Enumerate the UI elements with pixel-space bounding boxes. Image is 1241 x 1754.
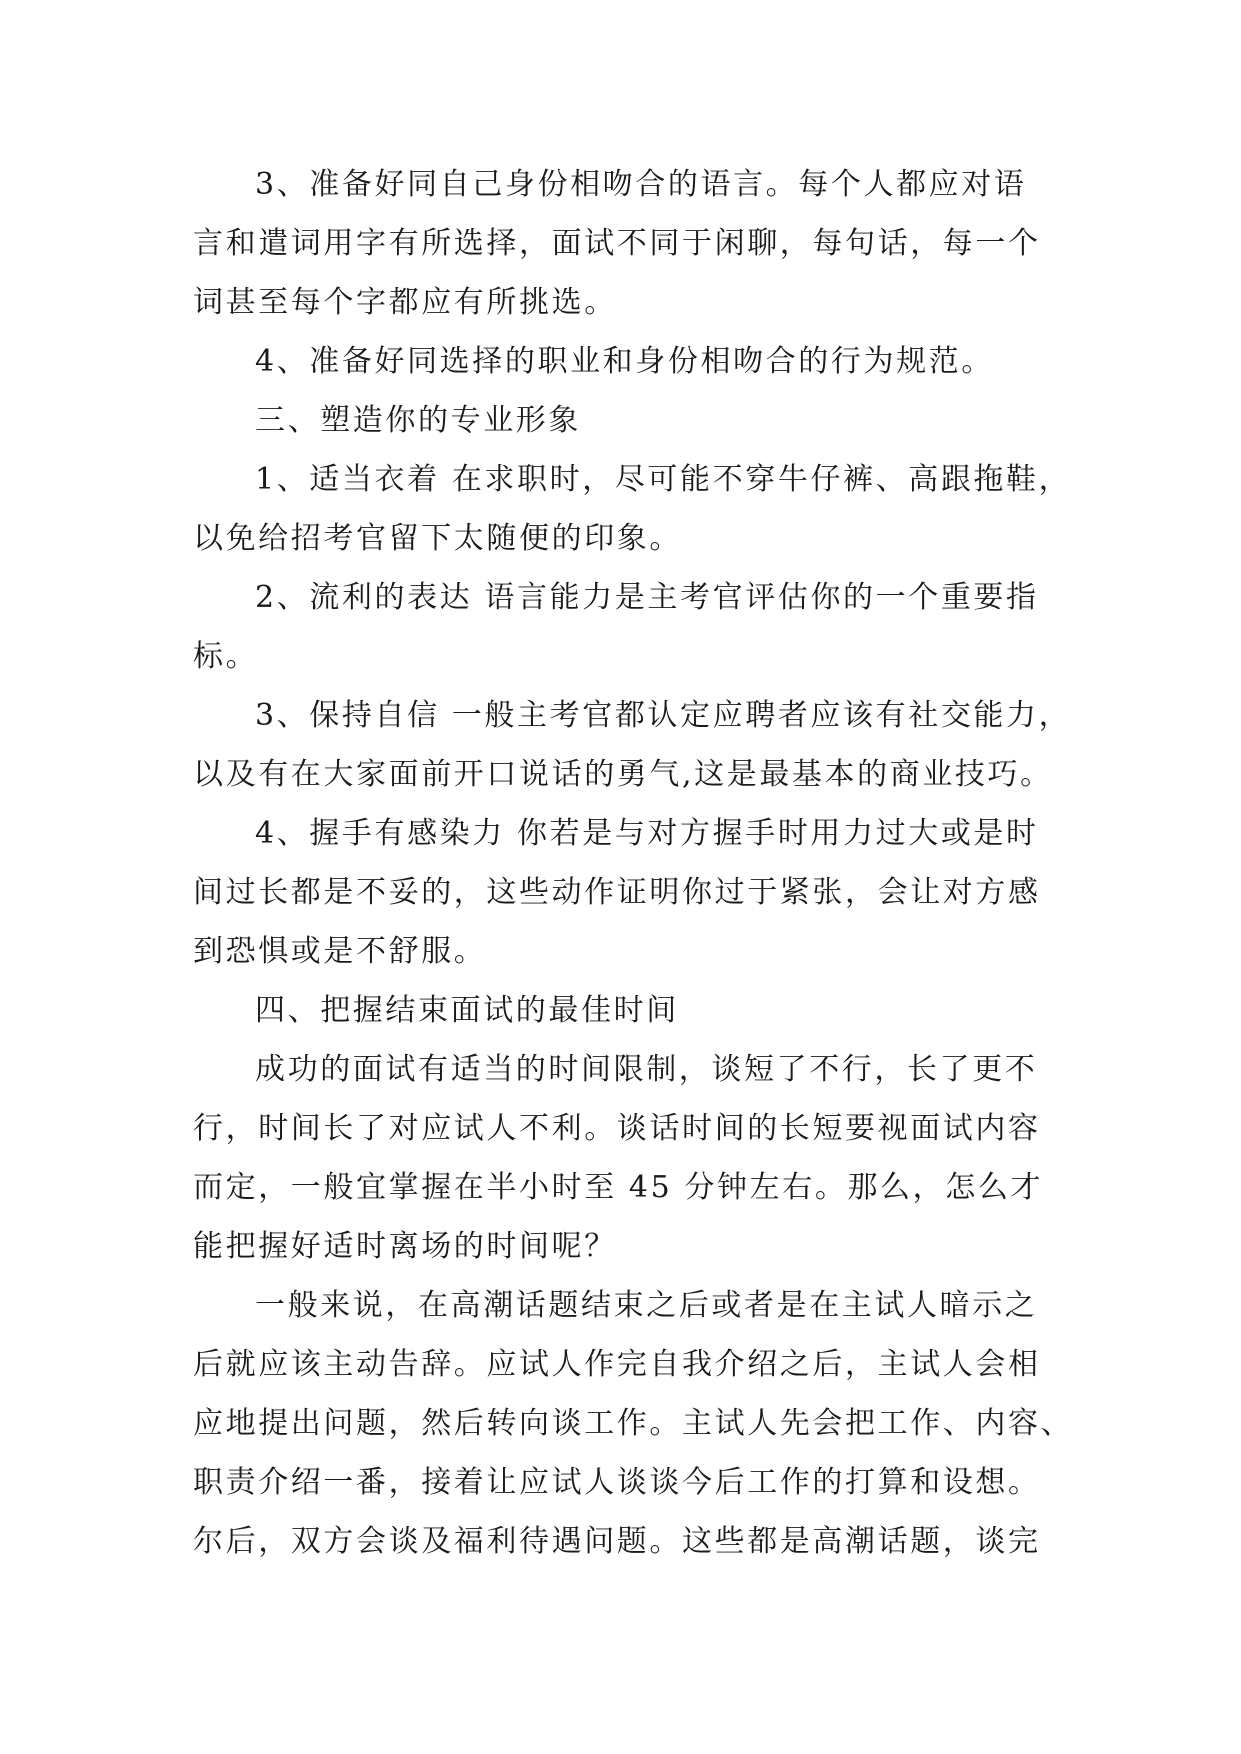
text-line: 以及有在大家面前开口说话的勇气,这是最基本的商业技巧。 [193, 757, 1053, 792]
section-heading: 三、塑造你的专业形象 [255, 403, 581, 438]
body-text [193, 155, 1074, 1571]
text-line: 成功的面试有适当的时间限制，谈短了不行，长了更不 [255, 1052, 1038, 1087]
text-line: 行，时间长了对应试人不利。谈话时间的长短要视面试内容 [193, 1111, 1041, 1146]
text-line: 尔后，双方会谈及福利待遇问题。这些都是高潮话题，谈完 [193, 1524, 1041, 1559]
text-line: 4、握手有感染力 你若是与对方握手时用力过大或是时 [255, 816, 1039, 851]
text-line: 间过长都是不妥的，这些动作证明你过于紧张，会让对方感 [193, 875, 1041, 910]
text-line: 4、准备好同选择的职业和身份相吻合的行为规范。 [255, 344, 994, 379]
text-line: 言和遣词用字有所选择，面试不同于闲聊，每句话，每一个 [193, 226, 1041, 261]
text-line: 应地提出问题，然后转向谈工作。主试人先会把工作、内容、 [193, 1406, 1074, 1441]
text-line: 词甚至每个字都应有所挑选。 [193, 285, 617, 320]
text-line: 1、适当衣着 在求职时，尽可能不穿牛仔裤、高跟拖鞋， [255, 462, 1072, 497]
text-line: 能把握好适时离场的时间呢？ [193, 1229, 617, 1264]
text-line: 职责介绍一番，接着让应试人谈谈今后工作的打算和设想。 [193, 1465, 1041, 1500]
text-line: 标。 [193, 639, 259, 674]
section-heading: 四、把握结束面试的最佳时间 [255, 993, 679, 1028]
text-line: 3、准备好同自己身份相吻合的语言。每个人都应对语 [255, 167, 1027, 202]
text-line: 2、流利的表达 语言能力是主考官评估你的一个重要指 [255, 580, 1039, 615]
text-line: 以免给招考官留下太随便的印象。 [193, 521, 682, 556]
text-line: 后就应该主动告辞。应试人作完自我介绍之后，主试人会相 [193, 1347, 1041, 1382]
text-line: 3、保持自信 一般主考官都认定应聘者应该有社交能力， [255, 698, 1072, 733]
text-line: 而定，一般宜掌握在半小时至 45 分钟左右。那么，怎么才 [193, 1170, 1044, 1205]
text-line: 一般来说，在高潮话题结束之后或者是在主试人暗示之 [255, 1288, 1038, 1323]
text-line: 到恐惧或是不舒服。 [193, 934, 487, 969]
